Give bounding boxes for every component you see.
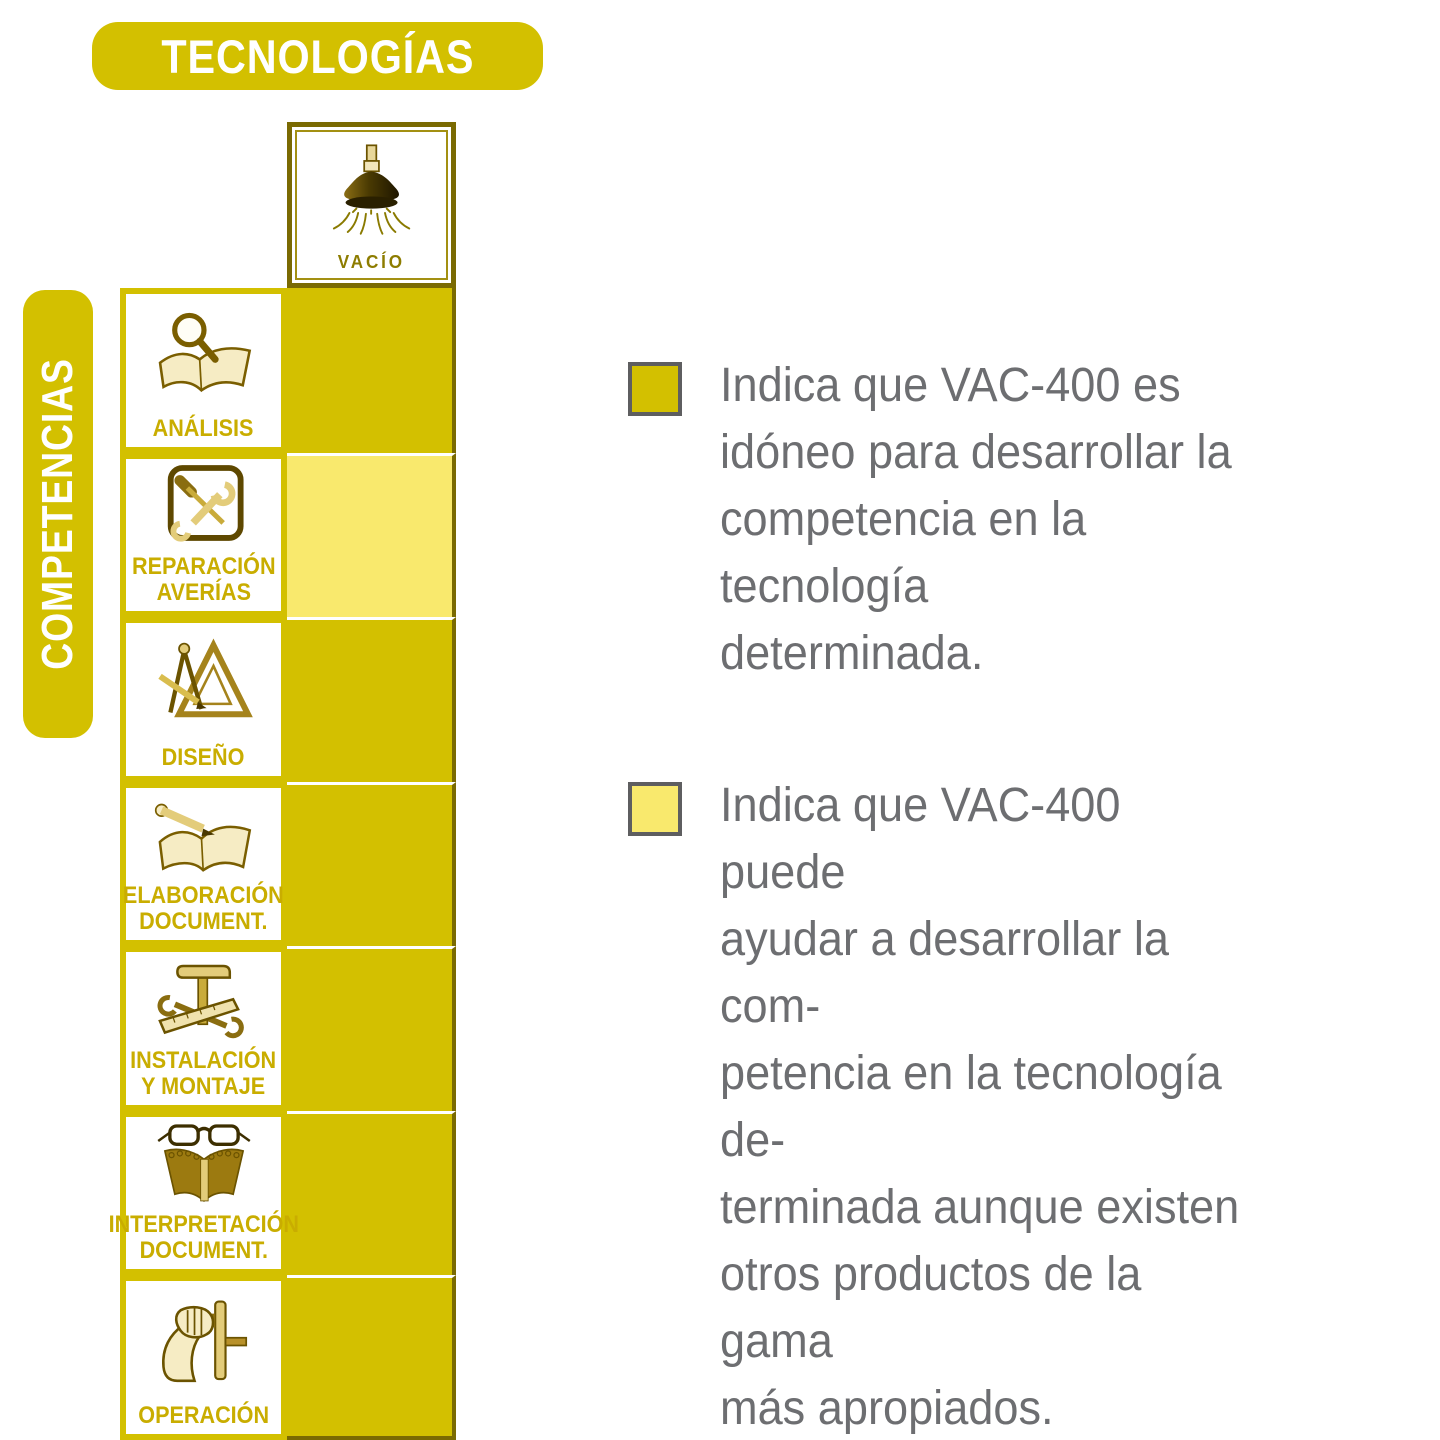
competency-label-operacion: OPERACIÓN <box>138 1401 269 1429</box>
competency-cell-analisis <box>120 288 287 453</box>
legend-swatch-ideal <box>628 362 682 416</box>
competencias-header-label: COMPETENCIAS <box>33 358 82 670</box>
competency-cell-instalacion-y-montaje <box>120 946 287 1111</box>
hammer-wrench-beam-icon <box>148 956 260 1048</box>
vacio-column-label: VACÍO <box>337 252 406 272</box>
compass-setsquare-icon <box>148 627 260 745</box>
competency-cell-reparacion-averias <box>120 453 287 618</box>
wrench-screwdriver-icon <box>148 463 260 555</box>
competencias-header <box>23 290 93 738</box>
competency-label-interpretacion-document: INTERPRETACIÓN DOCUMENT. <box>108 1211 299 1265</box>
legend-text-helpful: Indica que VAC-400 puede ayudar a desarrollar la com- petencia en la tecnología de- terminada aunque existen otros productos de la gama más apropiados. <box>720 779 1240 1435</box>
tecnologias-header <box>92 22 543 90</box>
matrix-cell-instalacion-y-montaje-vacio <box>287 946 456 1111</box>
matrix-grid <box>108 288 456 1440</box>
matrix-cell-reparacion-averias-vacio <box>287 453 456 618</box>
competency-label-diseno: DISEÑO <box>162 743 245 771</box>
legend-swatch-helpful <box>628 782 682 836</box>
matrix-cell-interpretacion-document-vacio <box>287 1111 456 1276</box>
glasses-book-icon <box>148 1121 260 1213</box>
competency-label-reparacion-averias: REPARACIÓN AVERÍAS <box>131 553 276 607</box>
matrix-cell-diseno-vacio <box>287 617 456 782</box>
competency-cell-diseno <box>120 617 287 782</box>
legend-item-ideal <box>628 352 1288 687</box>
legend-item-helpful <box>628 772 1288 1440</box>
legend-text-ideal: Indica que VAC-400 es idóneo para desarrollar la competencia en la tecnología determinada. <box>720 359 1232 680</box>
competency-cell-interpretacion-document <box>108 1111 299 1276</box>
competency-cell-operacion <box>120 1275 287 1440</box>
competency-label-instalacion-y-montaje: INSTALACIÓN Y MONTAJE <box>130 1046 277 1100</box>
competency-cell-elaboracion-document <box>120 782 287 947</box>
hand-lever-icon <box>148 1285 260 1403</box>
vacio-column-header <box>287 122 456 288</box>
matrix-cell-analisis-vacio <box>287 288 456 453</box>
tecnologias-header-label: TECNOLOGÍAS <box>160 29 475 83</box>
matrix-cell-operacion-vacio <box>287 1275 456 1440</box>
vacuum-suction-cup-icon <box>320 134 424 252</box>
pencil-book-icon <box>148 792 260 884</box>
competency-label-elaboracion-document: ELABORACIÓN DOCUMENT. <box>123 882 284 936</box>
matrix-cell-elaboracion-document-vacio <box>287 782 456 947</box>
vacio-column-header-inner <box>295 130 448 280</box>
magnifier-book-icon <box>148 298 260 416</box>
competency-label-analisis: ANÁLISIS <box>153 414 254 442</box>
